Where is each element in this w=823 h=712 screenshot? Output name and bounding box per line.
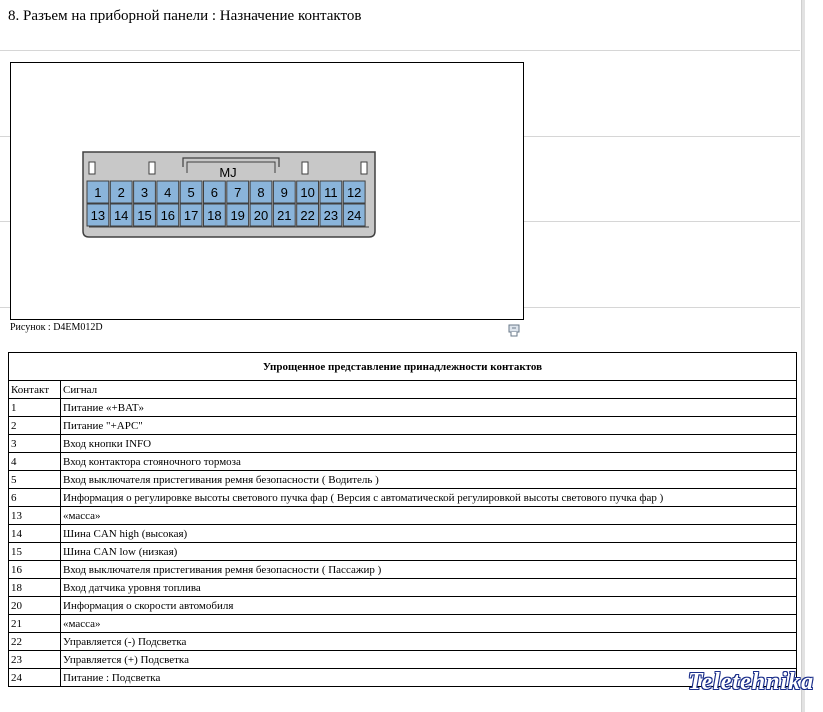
- header-signal: Сигнал: [61, 381, 797, 399]
- pin-signal: Питание "+АРС": [61, 417, 797, 435]
- table-row: [9, 651, 797, 669]
- connector-figure: [10, 62, 524, 320]
- table-row: [9, 489, 797, 507]
- pin-number: 4: [9, 453, 61, 471]
- pin-label: 21: [277, 208, 292, 223]
- pin-label: 10: [300, 185, 315, 200]
- pin-number: 5: [9, 471, 61, 489]
- table-row: [9, 399, 797, 417]
- pin-label: 7: [234, 185, 242, 200]
- connector-diagram: [11, 63, 523, 319]
- pin-label: 18: [207, 208, 222, 223]
- pin-label: 2: [117, 185, 125, 200]
- connector-notch: [361, 162, 367, 174]
- pin-signal: Вход кнопки INFO: [61, 435, 797, 453]
- table-row: [9, 417, 797, 435]
- connector-notch: [302, 162, 308, 174]
- pin-signal: Питание «+BAT»: [61, 399, 797, 417]
- page-title: 8. Разъем на приборной панели : Назначение контактов: [8, 8, 362, 24]
- table-caption: Упрощенное представление принадлежности контактов: [9, 353, 797, 381]
- pin-number: 23: [9, 651, 61, 669]
- pin-label: 16: [160, 208, 176, 223]
- figure-caption: Рисунок : D4EM012D: [10, 322, 103, 333]
- pin-number: 6: [9, 489, 61, 507]
- pin-label: 5: [187, 185, 195, 200]
- pin-signal: Вход выключателя пристегивания ремня безопасности ( Водитель ): [61, 471, 797, 489]
- pin-label: 17: [183, 208, 199, 223]
- table-row: [9, 561, 797, 579]
- pin-label: 6: [210, 185, 219, 200]
- pin-label: 19: [230, 208, 245, 223]
- connector-label: MJ: [219, 165, 237, 180]
- pin-signal: Вход выключателя пристегивания ремня безопасности ( Пассажир ): [61, 561, 797, 579]
- table-row: [9, 615, 797, 633]
- table-row: [9, 633, 797, 651]
- pin-label: 4: [164, 185, 172, 200]
- pin-number: 20: [9, 597, 61, 615]
- connector-notch: [89, 162, 95, 174]
- pin-label: 9: [280, 185, 288, 200]
- pin-signal: Питание : Подсветка: [61, 669, 797, 687]
- pin-signal: Шина CAN low (низкая): [61, 543, 797, 561]
- pin-number: 13: [9, 507, 61, 525]
- pin-signal: Информация о регулировке высоты светового пучка фар ( Версия с автоматической регулировкой высоты светового пучка фар ): [61, 489, 797, 507]
- table-row: [9, 543, 797, 561]
- pin-label: 3: [140, 185, 149, 200]
- table-row: [9, 453, 797, 471]
- pin-number: 22: [9, 633, 61, 651]
- connector-notch: [149, 162, 155, 174]
- pin-number: 24: [9, 669, 61, 687]
- print-icon[interactable]: [508, 324, 520, 337]
- table-row: [9, 669, 797, 687]
- pin-number: 1: [9, 399, 61, 417]
- table-body: [9, 399, 797, 687]
- header-pin: Контакт: [9, 381, 61, 399]
- pin-signal: Шина CAN high (высокая): [61, 525, 797, 543]
- table-row: [9, 597, 797, 615]
- pin-signal: Вход датчика уровня топлива: [61, 579, 797, 597]
- pin-number: 15: [9, 543, 61, 561]
- pin-signal: Информация о скорости автомобиля: [61, 597, 797, 615]
- pin-number: 16: [9, 561, 61, 579]
- pin-label: 1: [94, 185, 102, 200]
- scan-line: [0, 50, 800, 51]
- table-row: [9, 507, 797, 525]
- pin-label: 23: [323, 208, 339, 223]
- pin-label: 12: [346, 185, 362, 200]
- pin-label: 20: [253, 208, 269, 223]
- pin-signal: Вход контактора стояночного тормоза: [61, 453, 797, 471]
- pin-label: 11: [324, 185, 338, 200]
- pin-label: 15: [137, 208, 152, 223]
- table-row: [9, 525, 797, 543]
- table-row: [9, 579, 797, 597]
- watermark-logo: Teletehnika: [688, 669, 815, 695]
- pin-number: 2: [9, 417, 61, 435]
- table-row: [9, 435, 797, 453]
- table-row: [9, 471, 797, 489]
- page-right-edge: [801, 0, 805, 712]
- pin-signal: Управляется (-) Подсветка: [61, 633, 797, 651]
- pin-label: 13: [90, 208, 106, 223]
- pin-number: 21: [9, 615, 61, 633]
- pin-signal: «масса»: [61, 507, 797, 525]
- pin-number: 14: [9, 525, 61, 543]
- pin-label: 24: [346, 208, 362, 223]
- pin-label: 14: [113, 208, 129, 223]
- pin-signal: Управляется (+) Подсветка: [61, 651, 797, 669]
- pin-number: 18: [9, 579, 61, 597]
- pin-assignment-table: [8, 352, 797, 687]
- pin-label: 8: [257, 185, 265, 200]
- pin-signal: «масса»: [61, 615, 797, 633]
- pin-number: 3: [9, 435, 61, 453]
- pin-label: 22: [300, 208, 315, 223]
